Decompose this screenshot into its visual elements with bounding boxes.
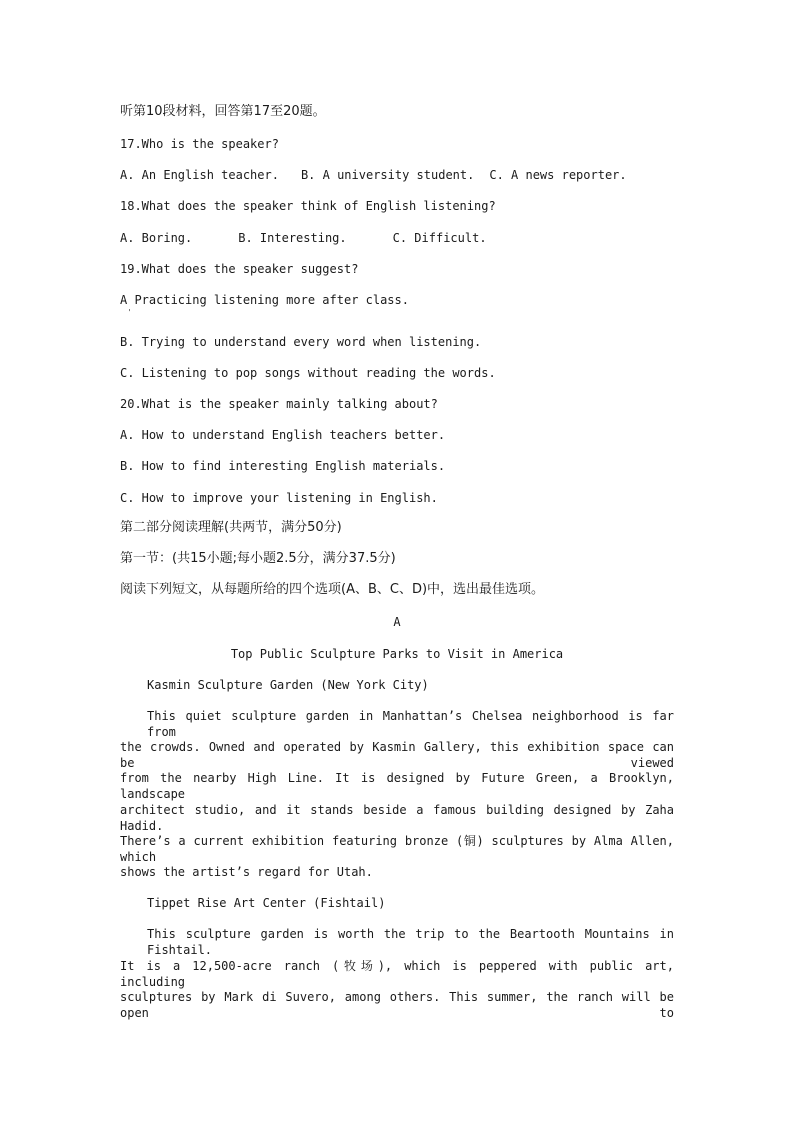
paragraph-line: There’s a current exhibition featuring bronze (铜) sculptures by Alma Allen, which [120,834,674,864]
question-19-option-a: A Practicing listening more after class. [120,293,409,307]
question-18-options [120,230,487,246]
question-20-option-c: C. How to improve your listening in English. [120,491,438,505]
park-heading-tippet: Tippet Rise Art Center (Fishtail) [147,896,386,910]
paragraph-line: It is a 12,500-acre ranch (牧场), which is peppered with public art, including [120,959,674,989]
option-c: C. A news reporter. [489,168,627,182]
passage-label: A [393,615,401,629]
passage-title: Top Public Sculpture Parks to Visit in America [230,647,564,661]
option-a: A. An English teacher. [120,168,279,182]
paragraph-line: This quiet sculpture garden in Manhattan’s Chelsea neighborhood is far from [147,709,674,739]
paragraph-line: shows the artist’s regard for Utah. [120,865,373,879]
question-18: 18.What does the speaker think of English listening? [120,199,496,213]
reading-directions: 阅读下列短文，从每题所给的四个选项(A、B、C、D)中，选出最佳选项。 [120,582,545,597]
option-c: C. Difficult. [392,231,487,245]
park-heading-kasmin: Kasmin Sculpture Garden (New York City) [147,678,429,692]
reading-section-title: 第一节：(共15小题;每小题2.5分，满分37.5分) [120,551,396,566]
option-b: B. A university student. [300,168,475,182]
question-20: 20.What is the speaker mainly talking about? [120,397,438,411]
paragraph-line: sculptures by Mark di Suvero, among others. This summer, the ranch will be open to [120,990,674,1020]
stray-mark: ' [127,308,132,317]
paragraph-line: architect studio, and it stands beside a famous building designed by Zaha Hadid. [120,803,674,833]
question-19: 19.What does the speaker suggest? [120,262,359,276]
question-19-option-c: C. Listening to pop songs without reading the words. [120,366,496,380]
question-20-option-b: B. How to find interesting English materials. [120,459,446,473]
question-17-options [120,167,627,183]
paragraph-line: from the nearby High Line. It is designed by Future Green, a Brooklyn, landscape [120,771,674,801]
question-17: 17.Who is the speaker? [120,137,279,151]
paragraph-line: the crowds. Owned and operated by Kasmin Gallery, this exhibition space can be viewed [120,740,674,770]
listening-instruction: 听第10段材料，回答第17至20题。 [120,104,326,119]
option-a: A. Boring. [120,231,193,245]
question-19-option-b: B. Trying to understand every word when listening. [120,335,482,349]
question-20-option-a: A. How to understand English teachers better. [120,428,446,442]
option-b: B. Interesting. [238,231,347,245]
paragraph-line: This sculpture garden is worth the trip to the Beartooth Mountains in Fishtail. [147,927,674,957]
reading-part-title: 第二部分阅读理解(共两节，满分50分) [120,520,342,535]
